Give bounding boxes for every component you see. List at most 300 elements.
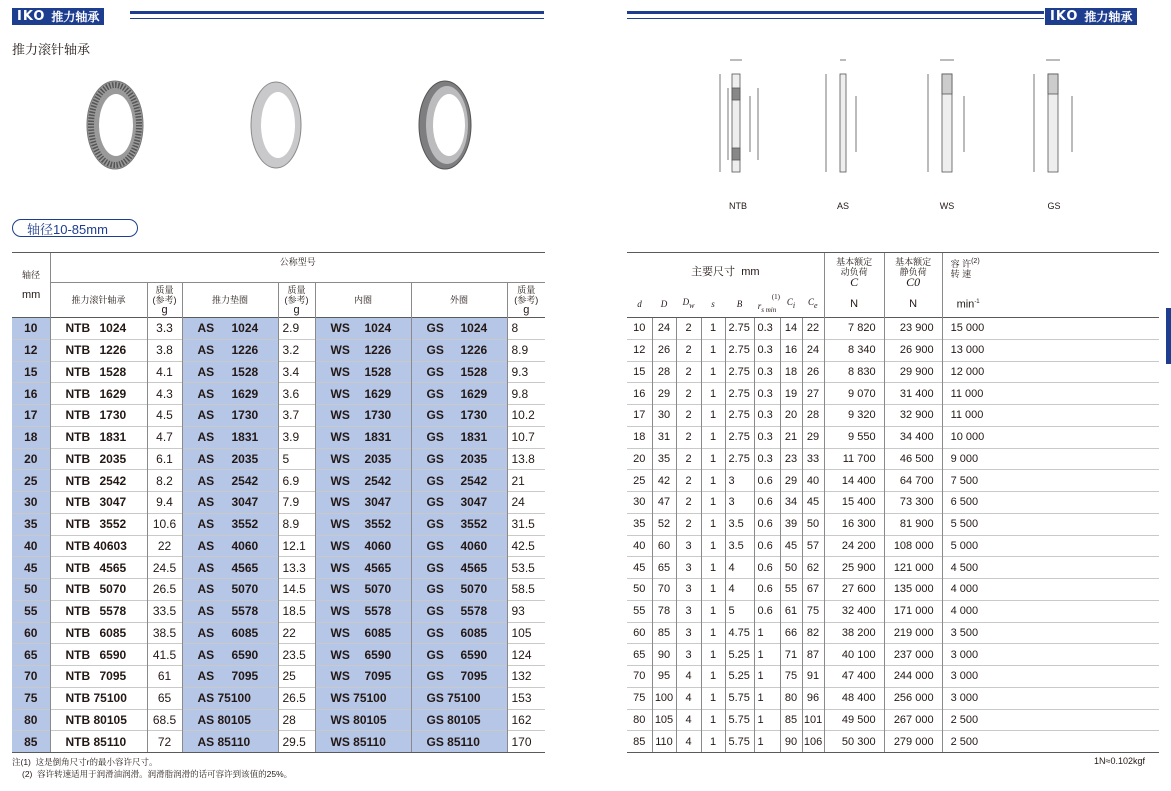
value-cell: 26: [802, 361, 824, 383]
value-cell: 1: [754, 666, 780, 688]
sym-s: s: [711, 298, 715, 309]
value-cell: 10 000: [942, 426, 1159, 448]
shaft-diameter-cell: 35: [12, 513, 50, 535]
value-cell: 17: [627, 405, 652, 427]
value-cell: 64 700: [884, 470, 942, 492]
designation-cell: NTB 3047: [50, 492, 147, 514]
mass-cell: 61: [147, 666, 182, 688]
value-cell: 110: [652, 731, 676, 753]
value-cell: 244 000: [884, 666, 942, 688]
table-row: [627, 579, 1159, 601]
dynamic-load-header: 基本额定 动负荷 C: [824, 253, 884, 291]
designation-cell: NTB 6590: [50, 644, 147, 666]
value-cell: 25: [627, 470, 652, 492]
sym-B: B: [736, 298, 743, 309]
value-cell: 0.3: [754, 318, 780, 340]
designation-cell: NTB 80105: [50, 709, 147, 731]
value-cell: 52: [652, 513, 676, 535]
value-cell: 3: [676, 535, 701, 557]
designation-cell: WS 1730: [315, 405, 411, 427]
value-cell: 12: [627, 339, 652, 361]
value-cell: 30: [652, 405, 676, 427]
value-cell: 2: [676, 492, 701, 514]
mass-cell: 9.4: [147, 492, 182, 514]
table-row: [12, 405, 545, 427]
mass-cell: 28: [278, 709, 315, 731]
mass-cell: 3.4: [278, 361, 315, 383]
designation-cell: NTB 75100: [50, 687, 147, 709]
value-cell: 34 400: [884, 426, 942, 448]
value-cell: 50: [780, 557, 802, 579]
header-rule-left-thin: [130, 18, 544, 19]
designation-cell: AS 4060: [182, 535, 278, 557]
category-title-left: 推力轴承: [49, 8, 104, 25]
designation-cell: NTB 4565: [50, 557, 147, 579]
value-cell: 0.3: [754, 339, 780, 361]
mass-cell: 4.5: [147, 405, 182, 427]
shaft-diameter-cell: 45: [12, 557, 50, 579]
value-cell: 33: [802, 448, 824, 470]
table-row: [12, 666, 545, 688]
designation-cell: WS 3552: [315, 513, 411, 535]
designation-cell: AS 5070: [182, 579, 278, 601]
shaft-diameter-cell: 70: [12, 666, 50, 688]
table-row: [627, 361, 1159, 383]
col-mass-1: 质量 (参考) g: [147, 283, 182, 318]
value-cell: 0.3: [754, 448, 780, 470]
mass-cell: 24: [507, 492, 545, 514]
sym-D: D: [660, 298, 668, 309]
designation-cell: WS 1831: [315, 426, 411, 448]
value-cell: 30: [627, 492, 652, 514]
value-cell: 3: [725, 470, 754, 492]
value-cell: 1: [701, 470, 725, 492]
as-washer-photo: [251, 82, 301, 168]
table-row: [12, 383, 545, 405]
value-cell: 9 000: [942, 448, 1159, 470]
table-row: [627, 470, 1159, 492]
value-cell: 5.75: [725, 709, 754, 731]
value-cell: 5: [725, 600, 754, 622]
designation-cell: AS 1024: [182, 318, 278, 340]
value-cell: 10: [627, 318, 652, 340]
unit-N-2: N: [884, 291, 942, 318]
value-cell: 24 200: [824, 535, 884, 557]
value-cell: 3: [676, 557, 701, 579]
value-cell: 90: [780, 731, 802, 753]
mass-cell: 8.9: [278, 513, 315, 535]
value-cell: 42: [652, 470, 676, 492]
value-cell: 2: [676, 448, 701, 470]
shaft-diameter-cell: 30: [12, 492, 50, 514]
mass-cell: 21: [507, 470, 545, 492]
designation-cell: WS 1226: [315, 339, 411, 361]
side-index-tab: [1166, 308, 1171, 364]
mass-cell: 12.1: [278, 535, 315, 557]
designation-cell: GS 3047: [411, 492, 507, 514]
value-cell: 219 000: [884, 622, 942, 644]
designation-cell: WS 6590: [315, 644, 411, 666]
value-cell: 15: [627, 361, 652, 383]
shaft-diameter-cell: 18: [12, 426, 50, 448]
designation-cell: GS 5070: [411, 579, 507, 601]
designation-cell: WS 1528: [315, 361, 411, 383]
value-cell: 121 000: [884, 557, 942, 579]
value-cell: 71: [780, 644, 802, 666]
value-cell: 5.25: [725, 666, 754, 688]
designation-cell: WS 5070: [315, 579, 411, 601]
value-cell: 1: [701, 644, 725, 666]
unit-conversion: 1N≈0.102kgf: [1094, 756, 1145, 766]
shaft-diameter-cell: 25: [12, 470, 50, 492]
value-cell: 65: [627, 644, 652, 666]
shaft-diameter-cell: 12: [12, 339, 50, 361]
value-cell: 11 000: [942, 383, 1159, 405]
designation-cell: NTB 85110: [50, 731, 147, 753]
shaft-diameter-cell: 10: [12, 318, 50, 340]
header-rule-right-thin: [627, 18, 1044, 19]
value-cell: 80: [627, 709, 652, 731]
value-cell: 38 200: [824, 622, 884, 644]
designation-cell: NTB 1730: [50, 405, 147, 427]
value-cell: 4: [676, 666, 701, 688]
table-row: [12, 622, 545, 644]
ws-drawing: [928, 60, 964, 172]
value-cell: 46 500: [884, 448, 942, 470]
value-cell: 2 500: [942, 709, 1159, 731]
designation-cell: AS 2035: [182, 448, 278, 470]
value-cell: 22: [802, 318, 824, 340]
value-cell: 8 340: [824, 339, 884, 361]
value-cell: 96: [802, 687, 824, 709]
value-cell: 75: [802, 600, 824, 622]
designation-cell: NTB 7095: [50, 666, 147, 688]
shaft-diameter-cell: 40: [12, 535, 50, 557]
value-cell: 40: [802, 470, 824, 492]
value-cell: 16: [780, 339, 802, 361]
value-cell: 40: [627, 535, 652, 557]
designation-cell: AS 6590: [182, 644, 278, 666]
brand-header-right: [1045, 8, 1137, 25]
designation-cell: NTB 1528: [50, 361, 147, 383]
value-cell: 16: [627, 383, 652, 405]
designation-cell: GS 2542: [411, 470, 507, 492]
value-cell: 24: [652, 318, 676, 340]
iko-logo-right: IKO: [1045, 8, 1082, 25]
mass-cell: 9.3: [507, 361, 545, 383]
mass-cell: 22: [147, 535, 182, 557]
group-header: 公称型号: [50, 253, 545, 283]
table-row: [627, 731, 1159, 753]
value-cell: 73 300: [884, 492, 942, 514]
value-cell: 108 000: [884, 535, 942, 557]
value-cell: 1: [754, 644, 780, 666]
value-cell: 4 500: [942, 557, 1159, 579]
value-cell: 48 400: [824, 687, 884, 709]
value-cell: 60: [652, 535, 676, 557]
value-cell: 2.75: [725, 383, 754, 405]
designation-cell: GS 75100: [411, 687, 507, 709]
value-cell: 57: [802, 535, 824, 557]
value-cell: 1: [701, 426, 725, 448]
mass-cell: 7.9: [278, 492, 315, 514]
designation-cell: NTB 3552: [50, 513, 147, 535]
value-cell: 3 500: [942, 622, 1159, 644]
table-row: [627, 513, 1159, 535]
shaft-diameter-cell: 16: [12, 383, 50, 405]
value-cell: 45: [780, 535, 802, 557]
table-row: [12, 470, 545, 492]
shaft-diameter-cell: 17: [12, 405, 50, 427]
shaft-diameter-cell: 50: [12, 579, 50, 601]
mass-cell: 153: [507, 687, 545, 709]
shaft-diameter-cell: 15: [12, 361, 50, 383]
value-cell: 2.75: [725, 426, 754, 448]
designation-cell: AS 4565: [182, 557, 278, 579]
designation-cell: NTB 1226: [50, 339, 147, 361]
note-2: (2) 容许转速适用于润滑油润滑。润滑脂润滑的话可容许到该值的25%。: [22, 769, 293, 779]
table-row: [627, 535, 1159, 557]
drawing-label-ws: WS: [939, 201, 955, 211]
designation-cell: GS 1226: [411, 339, 507, 361]
value-cell: 1: [754, 687, 780, 709]
value-cell: 1: [701, 622, 725, 644]
mass-cell: 22: [278, 622, 315, 644]
table-row: [12, 579, 545, 601]
mass-cell: 8.2: [147, 470, 182, 492]
designation-cell: AS 1730: [182, 405, 278, 427]
value-cell: 3: [676, 644, 701, 666]
value-cell: 27: [802, 383, 824, 405]
table-row: [627, 687, 1159, 709]
value-cell: 106: [802, 731, 824, 753]
value-cell: 267 000: [884, 709, 942, 731]
value-cell: 1: [701, 383, 725, 405]
value-cell: 3.5: [725, 535, 754, 557]
value-cell: 4: [676, 687, 701, 709]
designation-cell: GS 3552: [411, 513, 507, 535]
value-cell: 11 000: [942, 405, 1159, 427]
table-row: [12, 535, 545, 557]
value-cell: 29 900: [884, 361, 942, 383]
value-cell: 5.75: [725, 731, 754, 753]
product-photos: [70, 70, 490, 180]
value-cell: 2: [676, 361, 701, 383]
value-cell: 39: [780, 513, 802, 535]
value-cell: 0.6: [754, 513, 780, 535]
value-cell: 55: [627, 600, 652, 622]
value-cell: 0.6: [754, 535, 780, 557]
value-cell: 60: [627, 622, 652, 644]
designation-cell: GS 4565: [411, 557, 507, 579]
value-cell: 2: [676, 405, 701, 427]
value-cell: 70: [652, 579, 676, 601]
value-cell: 3: [676, 622, 701, 644]
dimension-table: [627, 252, 1159, 753]
designation-cell: AS 1629: [182, 383, 278, 405]
table-row: [627, 339, 1159, 361]
designation-cell: NTB 2542: [50, 470, 147, 492]
designation-cell: GS 7095: [411, 666, 507, 688]
table-row: [12, 492, 545, 514]
value-cell: 47: [652, 492, 676, 514]
designation-cell: GS 80105: [411, 709, 507, 731]
designation-cell: AS 6085: [182, 622, 278, 644]
value-cell: 2: [676, 426, 701, 448]
mass-cell: 42.5: [507, 535, 545, 557]
mass-cell: 68.5: [147, 709, 182, 731]
table-row: [12, 731, 545, 753]
shaft-diameter-cell: 85: [12, 731, 50, 753]
gs-drawing: [1034, 60, 1072, 172]
designation-cell: NTB 6085: [50, 622, 147, 644]
designation-cell: NTB 1024: [50, 318, 147, 340]
value-cell: 14 400: [824, 470, 884, 492]
col-as: 推力垫圈: [182, 283, 278, 318]
value-cell: 29: [652, 383, 676, 405]
value-cell: 1: [701, 318, 725, 340]
ntb-bearing-photo: [87, 81, 143, 169]
designation-cell: NTB 5070: [50, 579, 147, 601]
designation-cell: GS 1629: [411, 383, 507, 405]
value-cell: 28: [652, 361, 676, 383]
drawing-label-as: AS: [836, 201, 849, 211]
value-cell: 23: [780, 448, 802, 470]
table-row: [12, 557, 545, 579]
table-row: [12, 687, 545, 709]
value-cell: 21: [780, 426, 802, 448]
value-cell: 4: [676, 731, 701, 753]
value-cell: 50 300: [824, 731, 884, 753]
table-row: [627, 557, 1159, 579]
value-cell: 0.6: [754, 579, 780, 601]
mass-cell: 33.5: [147, 600, 182, 622]
mass-cell: 3.7: [278, 405, 315, 427]
value-cell: 26 900: [884, 339, 942, 361]
range-label: 轴径10-85mm: [12, 219, 138, 237]
value-cell: 1: [701, 361, 725, 383]
ws-gs-ring-photo: [419, 81, 471, 169]
value-cell: 171 000: [884, 600, 942, 622]
value-cell: 2.75: [725, 339, 754, 361]
speed-header: 容 许$^{(2)}$ 转 速: [942, 253, 1159, 291]
value-cell: 4 000: [942, 579, 1159, 601]
mass-cell: 26.5: [278, 687, 315, 709]
mass-cell: 3.8: [147, 339, 182, 361]
static-load-header: 基本额定 静负荷 C0: [884, 253, 942, 291]
value-cell: 2: [676, 470, 701, 492]
designation-cell: GS 1024: [411, 318, 507, 340]
designation-cell: GS 1528: [411, 361, 507, 383]
mass-cell: 8.9: [507, 339, 545, 361]
mass-cell: 65: [147, 687, 182, 709]
mass-cell: 13.3: [278, 557, 315, 579]
value-cell: 75: [780, 666, 802, 688]
value-cell: 2.75: [725, 361, 754, 383]
unit-N-1: N: [824, 291, 884, 318]
value-cell: 1: [701, 731, 725, 753]
value-cell: 70: [627, 666, 652, 688]
sym-Ce: $C_e$: [808, 296, 818, 310]
designation-cell: WS 1024: [315, 318, 411, 340]
value-cell: 4: [725, 557, 754, 579]
value-cell: 29: [802, 426, 824, 448]
designation-cell: AS 85110: [182, 731, 278, 753]
value-cell: 18: [627, 426, 652, 448]
designation-cell: AS 1831: [182, 426, 278, 448]
value-cell: 6 500: [942, 492, 1159, 514]
mass-cell: 23.5: [278, 644, 315, 666]
value-cell: 2.75: [725, 318, 754, 340]
mass-cell: 6.1: [147, 448, 182, 470]
mass-cell: 3.3: [147, 318, 182, 340]
mass-cell: 29.5: [278, 731, 315, 753]
value-cell: 31: [652, 426, 676, 448]
value-cell: 135 000: [884, 579, 942, 601]
designation-cell: NTB 40603: [50, 535, 147, 557]
value-cell: 35: [652, 448, 676, 470]
designation-table: [12, 252, 545, 753]
value-cell: 32 400: [824, 600, 884, 622]
mass-cell: 124: [507, 644, 545, 666]
shaft-diameter-cell: 80: [12, 709, 50, 731]
value-cell: 1: [701, 405, 725, 427]
value-cell: 20: [780, 405, 802, 427]
designation-cell: GS 6085: [411, 622, 507, 644]
table-row: [627, 448, 1159, 470]
table-row: [12, 600, 545, 622]
mass-cell: 41.5: [147, 644, 182, 666]
table-row: [12, 339, 545, 361]
designation-cell: WS 75100: [315, 687, 411, 709]
value-cell: 14: [780, 318, 802, 340]
value-cell: 0.6: [754, 470, 780, 492]
value-cell: 2: [676, 513, 701, 535]
value-cell: 13 000: [942, 339, 1159, 361]
value-cell: 91: [802, 666, 824, 688]
value-cell: 20: [627, 448, 652, 470]
mass-cell: 93: [507, 600, 545, 622]
value-cell: 78: [652, 600, 676, 622]
designation-cell: WS 85110: [315, 731, 411, 753]
drawing-label-ntb: NTB: [729, 201, 747, 211]
value-cell: 5.75: [725, 687, 754, 709]
category-title-right: 推力轴承: [1082, 8, 1137, 25]
designation-cell: WS 2542: [315, 470, 411, 492]
value-cell: 85: [652, 622, 676, 644]
designation-cell: WS 4060: [315, 535, 411, 557]
value-cell: 2: [676, 383, 701, 405]
designation-cell: WS 7095: [315, 666, 411, 688]
header-rule-left: [130, 11, 544, 14]
value-cell: 32 900: [884, 405, 942, 427]
value-cell: 45: [627, 557, 652, 579]
value-cell: 3.5: [725, 513, 754, 535]
mass-cell: 3.2: [278, 339, 315, 361]
table-row: [627, 405, 1159, 427]
value-cell: 27 600: [824, 579, 884, 601]
mass-cell: 72: [147, 731, 182, 753]
designation-cell: NTB 5578: [50, 600, 147, 622]
designation-cell: NTB 2035: [50, 448, 147, 470]
table-row: [12, 426, 545, 448]
value-cell: 2: [676, 318, 701, 340]
mass-cell: 58.5: [507, 579, 545, 601]
value-cell: 1: [701, 513, 725, 535]
value-cell: 16 300: [824, 513, 884, 535]
designation-cell: NTB 1629: [50, 383, 147, 405]
value-cell: 3 000: [942, 644, 1159, 666]
